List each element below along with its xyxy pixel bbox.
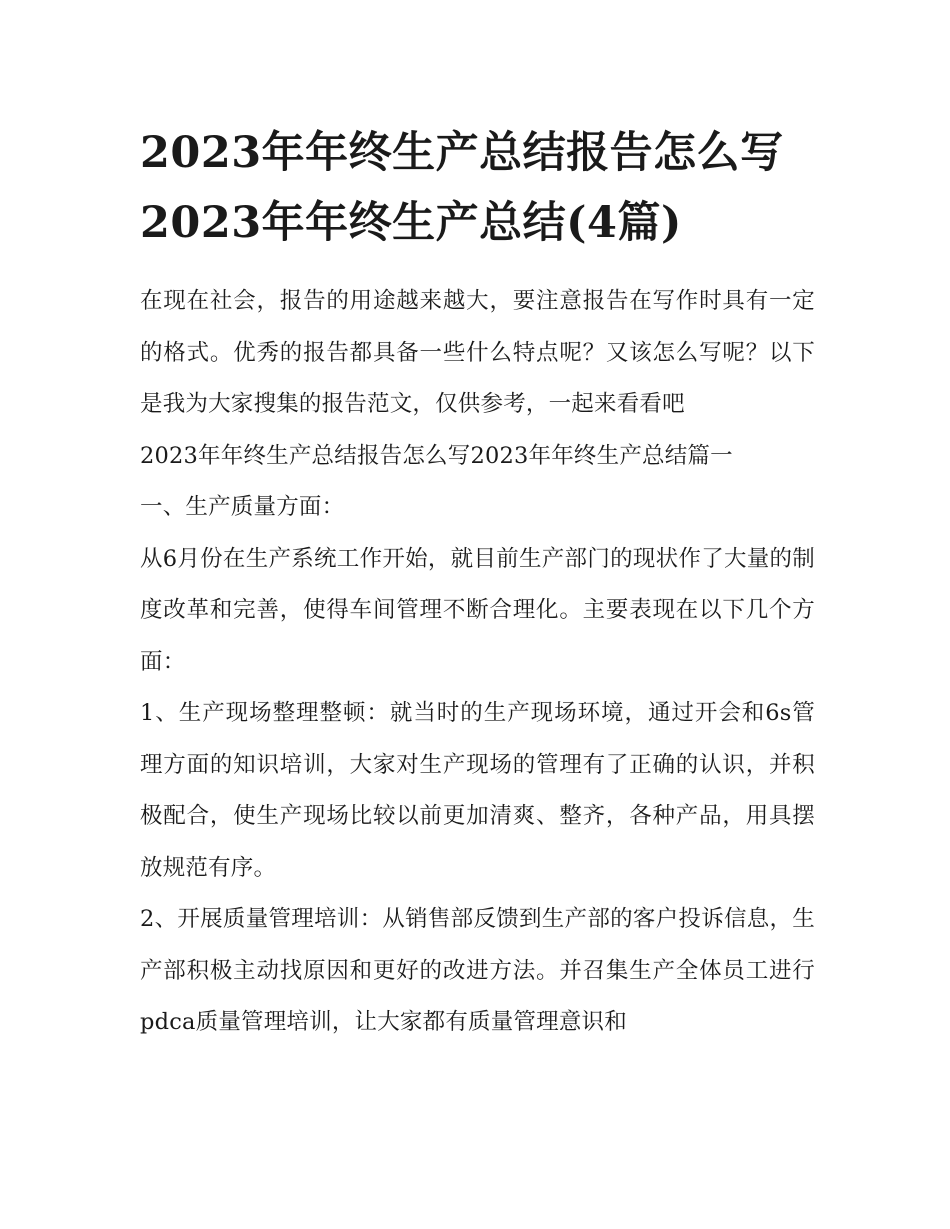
subheading-production-quality: 一、生产质量方面： xyxy=(140,494,345,520)
document-body xyxy=(140,118,815,1049)
list-item-2: 2、开展质量管理培训：从销售部反馈到生产部的客户投诉信息，生产部积极主动找原因和更好的改进方法。并召集生产全体员工进行pdca质量管理培训，让大家都有质量管理意识和 xyxy=(140,906,815,1035)
document-title: 2023年年终生产总结报告怎么写2023年年终生产总结(4篇) xyxy=(140,128,784,248)
intro-paragraph: 在现在社会，报告的用途越来越大，要注意报告在写作时具有一定的格式。优秀的报告都具备一些什么特点呢？又该怎么写呢？以下是我为大家搜集的报告范文，仅供参考，一起来看看吧 xyxy=(140,288,815,417)
section-heading: 2023年年终生产总结报告怎么写2023年年终生产总结篇一 xyxy=(140,442,733,469)
list-item-1: 1、生产现场整理整顿：就当时的生产现场环境，通过开会和6s管理方面的知识培训，大家对生产现场的管理有了正确的认识，并积极配合，使生产现场比较以前更加清爽、整齐，各种产品，用具摆放规范有序。 xyxy=(140,700,815,881)
body-paragraph: 从6月份在生产系统工作开始，就目前生产部门的现状作了大量的制度改革和完善，使得车间管理不断合理化。主要表现在以下几个方面： xyxy=(140,545,815,675)
